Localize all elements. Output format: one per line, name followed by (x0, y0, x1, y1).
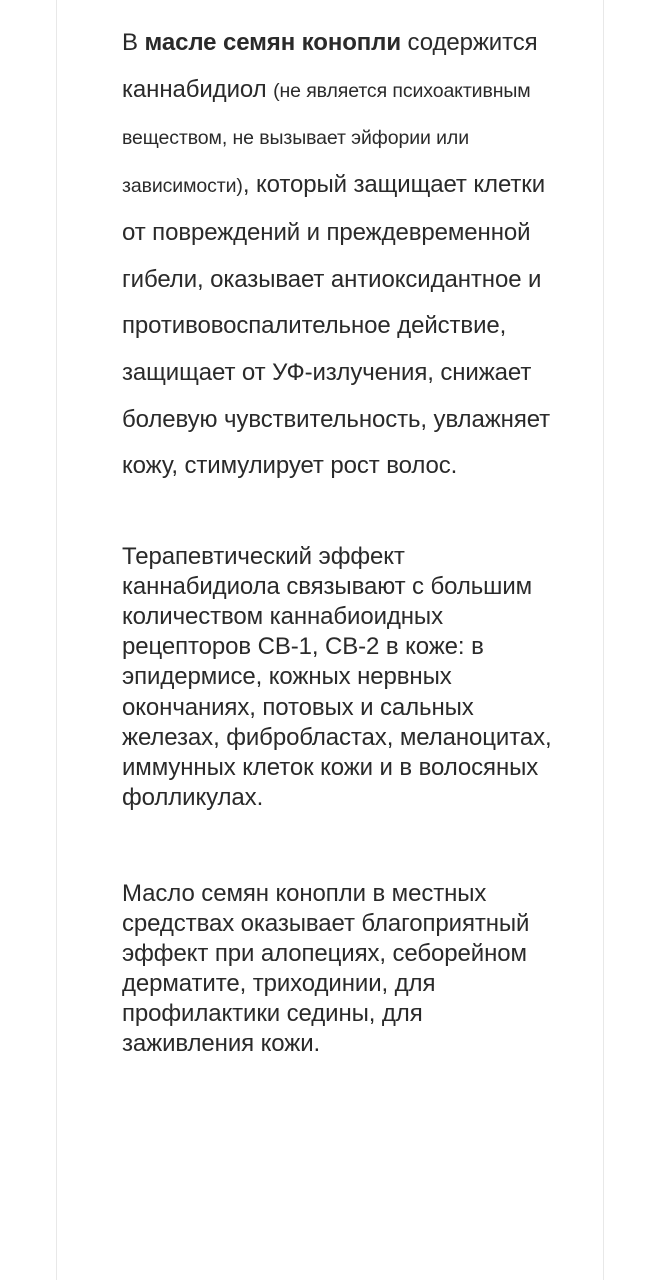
article-content (122, 20, 552, 1059)
paragraph-topical-use: Масло семян конопли в местных средствах оказывает благоприятный эффект при алопециях, себорейном дерматите, триходинии, для профилактики седины, для заживления кожи. (122, 879, 530, 1058)
intro-prefix: В (122, 29, 145, 56)
intro-text-1: содержится каннабидиол (122, 29, 538, 103)
paragraph-therapeutic-effect: Терапевтический эффект каннабидиола связывают с большим количеством каннабиоидных рецепторов CB-1, CB-2 в коже: в эпидермисе, кожных нервных окончаниях, потовых и сальных железах, фибробластах, меланоцитах, иммунных клеток кожи и в волосяных фолликулах. (122, 543, 552, 811)
intro-text-2: , который защищает клетки от повреждений и преждевременной гибели, оказывает антиоксидантное и противовоспалительное действие, защищает от УФ-излучения, снижает болевую чувствительность, увлажняет кожу, стимулирует рост волос. (122, 171, 551, 480)
paragraph-cbd-intro (122, 20, 552, 490)
hemp-seed-oil-bold: масле семян конопли (144, 29, 401, 56)
intro-note-small: (не является психоактивным веществом, не вызывает эйфории или зависимости) (122, 79, 531, 198)
